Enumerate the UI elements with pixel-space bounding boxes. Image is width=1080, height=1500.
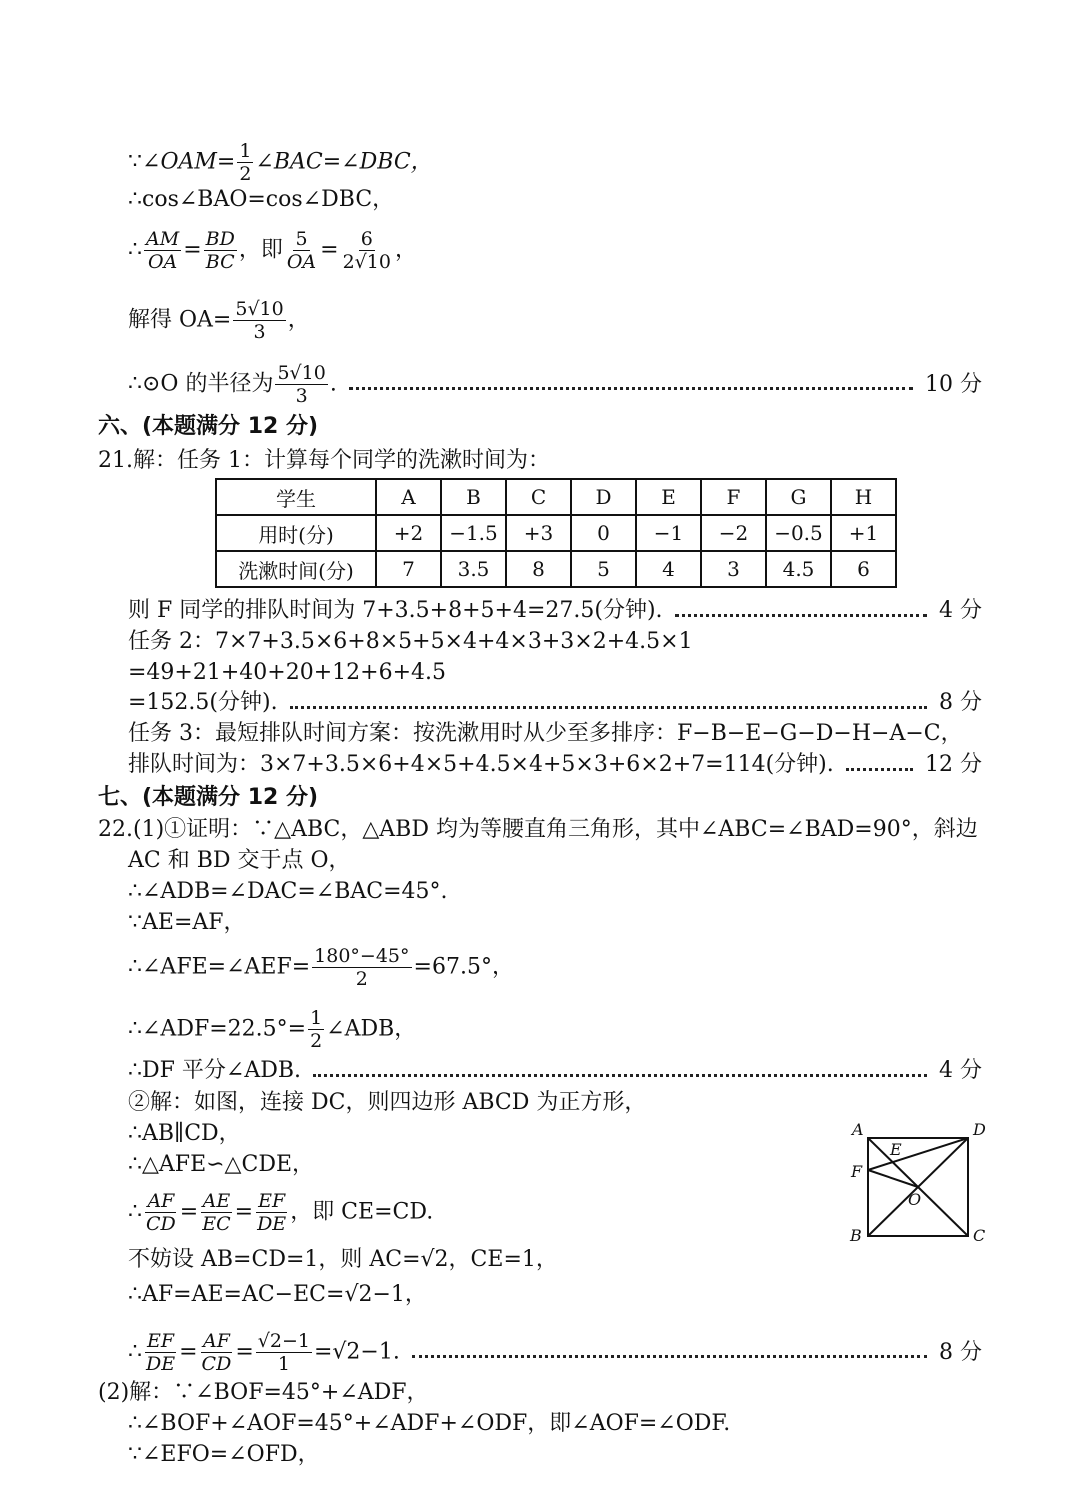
label-c: C bbox=[973, 1226, 986, 1245]
numerator: EF bbox=[147, 1330, 175, 1352]
text: ∵∠ bbox=[128, 149, 161, 175]
score-label: 8 分 bbox=[939, 690, 982, 715]
table-cell: D bbox=[571, 479, 636, 515]
text: ∴ bbox=[128, 237, 142, 263]
fraction bbox=[204, 228, 237, 273]
text: OAM bbox=[160, 149, 217, 175]
text: ∴ $\frac{EF}{DE}$ = $\frac{AF}{CD}$ = $\frac{√2-1}{1}$ =√2−1. bbox=[128, 1330, 400, 1375]
numerator: AF bbox=[202, 1330, 230, 1352]
table-cell: +3 bbox=[506, 515, 571, 551]
section-6-heading: 六、(本题满分 12 分) bbox=[98, 414, 319, 439]
numerator: 5√10 bbox=[235, 298, 284, 320]
label-o: O bbox=[908, 1190, 922, 1209]
fraction bbox=[255, 1190, 288, 1235]
q22-line-6 bbox=[128, 1007, 982, 1052]
q22-line-17: ∵∠EFO=∠OFD， bbox=[128, 1442, 320, 1467]
leader-dots bbox=[675, 614, 927, 617]
denominator: OA bbox=[286, 251, 317, 273]
text bbox=[128, 362, 337, 407]
numerator: 1 bbox=[310, 1007, 323, 1029]
fraction bbox=[308, 1007, 324, 1052]
leader-dots bbox=[313, 1074, 927, 1077]
denominator: 3 bbox=[295, 385, 308, 407]
q22-line-1: 22.(1)①证明：∵△ABC，△ABD 均为等腰直角三角形，其中∠ABC=∠BAD=90°，斜边 bbox=[98, 817, 978, 842]
text: = bbox=[216, 149, 236, 175]
text: ∴DF 平分∠ADB. bbox=[128, 1058, 302, 1083]
denominator: DE bbox=[146, 1353, 176, 1375]
denominator: 1 bbox=[277, 1353, 290, 1375]
table-cell: A bbox=[376, 479, 441, 515]
q22-line-4: ∵AE=AF， bbox=[128, 910, 246, 935]
q22-line-9: ∴AB∥CD， bbox=[128, 1121, 241, 1146]
table-row bbox=[216, 515, 896, 551]
denominator: 2 bbox=[239, 163, 252, 185]
q22-line-14 bbox=[128, 1330, 982, 1375]
figure-svg bbox=[846, 1118, 991, 1253]
fraction bbox=[144, 1330, 177, 1375]
text: . bbox=[329, 371, 337, 397]
text: ∴⊙O 的半径为 bbox=[128, 371, 274, 397]
denominator: 2√10 bbox=[342, 251, 391, 273]
q22-line-10: ∴△AFE∽△CDE， bbox=[128, 1152, 315, 1177]
label-e: E bbox=[890, 1140, 902, 1159]
q21-line-2: 任务 2：7×7+3.5×6+8×5+5×4+4×3+3×2+4.5×1 bbox=[128, 629, 693, 654]
q21-line-5: 任务 3：最短排队时间方案：按洗漱用时从少至多排序：F−B−E−G−D−H−A−C， bbox=[128, 721, 963, 746]
section-7-heading: 七、(本题满分 12 分) bbox=[98, 785, 319, 810]
score-label: 10 分 bbox=[925, 371, 982, 397]
q22-line-3: ∴∠ADB=∠DAC=∠BAC=45°. bbox=[128, 879, 448, 904]
table-cell: C bbox=[506, 479, 571, 515]
text: ∴∠ADF=22.5°= bbox=[128, 1016, 307, 1042]
leader-dots bbox=[290, 706, 927, 709]
numerator: 6 bbox=[360, 228, 373, 250]
table-cell: −0.5 bbox=[766, 515, 831, 551]
label-b: B bbox=[850, 1226, 862, 1245]
leader-dots bbox=[349, 387, 913, 390]
leader-dots bbox=[846, 768, 913, 771]
leader-dots bbox=[412, 1355, 927, 1358]
fraction bbox=[200, 1190, 232, 1235]
score-label: 8 分 bbox=[939, 1339, 982, 1365]
text: 排队时间为：3×7+3.5×6+4×5+4.5×4+5×3+6×2+7=114(分钟). bbox=[128, 752, 834, 777]
denominator: EC bbox=[202, 1213, 231, 1235]
fraction bbox=[285, 228, 318, 273]
table-cell: −1.5 bbox=[441, 515, 506, 551]
table-cell: 3.5 bbox=[441, 551, 506, 587]
denominator: 2 bbox=[355, 968, 368, 990]
row-header-cell: 洗漱时间(分) bbox=[216, 551, 376, 587]
text: ∴ bbox=[128, 1339, 142, 1365]
table-cell: −2 bbox=[701, 515, 766, 551]
text: ， bbox=[287, 307, 310, 333]
table-cell: 4.5 bbox=[766, 551, 831, 587]
fraction bbox=[312, 945, 411, 990]
table-cell: −1 bbox=[636, 515, 701, 551]
table-row bbox=[216, 479, 896, 515]
numerator: 1 bbox=[239, 140, 252, 162]
denominator: OA bbox=[147, 251, 178, 273]
q20-line-3 bbox=[128, 228, 982, 273]
row-header-cell: 用时(分) bbox=[216, 515, 376, 551]
q20-line-4 bbox=[128, 298, 982, 343]
table-row bbox=[216, 551, 896, 587]
table-cell: +2 bbox=[376, 515, 441, 551]
text: ∠ADB， bbox=[326, 1016, 417, 1042]
denominator: DE bbox=[257, 1213, 287, 1235]
fraction bbox=[144, 228, 181, 273]
label-f: F bbox=[851, 1162, 863, 1181]
q22-line-12: 不妨设 AB=CD=1，则 AC=√2，CE=1， bbox=[128, 1247, 558, 1272]
table-cell: 4 bbox=[636, 551, 701, 587]
table-cell: 5 bbox=[571, 551, 636, 587]
table-cell: 7 bbox=[376, 551, 441, 587]
fraction bbox=[256, 1330, 312, 1375]
q20-line-5 bbox=[128, 362, 982, 407]
fraction bbox=[200, 1330, 234, 1375]
numerator: BD bbox=[205, 228, 235, 250]
numerator: 5√10 bbox=[277, 362, 326, 384]
numerator: 5 bbox=[295, 228, 308, 250]
score-label: 4 分 bbox=[939, 598, 982, 623]
q21-line-4 bbox=[128, 688, 982, 718]
table-cell: 0 bbox=[571, 515, 636, 551]
denominator: CD bbox=[146, 1213, 176, 1235]
q22-line-16: ∴∠BOF+∠AOF=45°+∠ADF+∠ODF，即∠AOF=∠ODF. bbox=[128, 1411, 731, 1436]
row-header-cell: 学生 bbox=[216, 479, 376, 515]
label-a: A bbox=[852, 1120, 864, 1139]
text: = bbox=[320, 237, 339, 263]
fraction bbox=[233, 298, 285, 343]
table-cell: +1 bbox=[831, 515, 896, 551]
wash-time-table bbox=[215, 478, 897, 588]
table-cell: H bbox=[831, 479, 896, 515]
table-cell: 3 bbox=[701, 551, 766, 587]
text: 则 F 同学的排队时间为 7+3.5+8+5+4=27.5(分钟). bbox=[128, 598, 663, 623]
table-cell: F bbox=[701, 479, 766, 515]
denominator: 2 bbox=[310, 1030, 323, 1052]
score-label: 4 分 bbox=[939, 1058, 982, 1083]
denominator: CD bbox=[201, 1353, 232, 1375]
text: ∴∠AFE=∠AEF= bbox=[128, 954, 311, 980]
text: ， bbox=[394, 237, 417, 263]
numerator: 180°−45° bbox=[314, 945, 410, 967]
text: ∴ bbox=[128, 1199, 142, 1225]
q21-line-6 bbox=[128, 750, 982, 780]
table-cell: E bbox=[636, 479, 701, 515]
q20-line-1 bbox=[128, 140, 982, 185]
text: ∠BAC=∠DBC， bbox=[255, 149, 433, 175]
q22-line-15: (2)解：∵∠BOF=45°+∠ADF， bbox=[98, 1380, 429, 1405]
q22-line-5 bbox=[128, 945, 982, 990]
q21-intro: 21.解：任务 1：计算每个同学的洗漱时间为： bbox=[98, 448, 550, 473]
fraction bbox=[341, 228, 393, 273]
table-cell: 8 bbox=[506, 551, 571, 587]
table-cell: G bbox=[766, 479, 831, 515]
fraction bbox=[144, 1190, 178, 1235]
denominator: 3 bbox=[253, 321, 266, 343]
numerator: AM bbox=[146, 228, 180, 250]
numerator: AF bbox=[147, 1190, 175, 1212]
fraction bbox=[275, 362, 327, 407]
q21-line-1 bbox=[128, 596, 982, 626]
score-label: 12 分 bbox=[925, 752, 982, 777]
table-cell: B bbox=[441, 479, 506, 515]
text: ，即 CE=CD. bbox=[290, 1199, 434, 1225]
label-d: D bbox=[973, 1120, 986, 1139]
text: =√2−1. bbox=[313, 1339, 400, 1365]
denominator: BC bbox=[205, 251, 235, 273]
numerator: √2−1 bbox=[257, 1330, 310, 1352]
numerator: AE bbox=[202, 1190, 231, 1212]
numerator: EF bbox=[258, 1190, 286, 1212]
q22-line-13: ∴AF=AE=AC−EC=√2−1， bbox=[128, 1282, 427, 1307]
q20-line-2: ∴cos∠BAO=cos∠DBC， bbox=[128, 187, 395, 212]
table-cell: 6 bbox=[831, 551, 896, 587]
text: 解得 OA= bbox=[128, 307, 232, 333]
q21-line-3: =49+21+40+20+12+6+4.5 bbox=[128, 660, 446, 685]
q22-line-2: AC 和 BD 交于点 O， bbox=[128, 848, 351, 873]
q22-line-8: ②解：如图，连接 DC，则四边形 ABCD 为正方形， bbox=[128, 1090, 647, 1115]
text: =67.5°， bbox=[413, 954, 514, 980]
q22-line-11: ∴ $\frac{AF}{CD}$ = $\frac{AE}{EC}$ = $\frac{EF}{DE}$ ，即 CE=CD. bbox=[128, 1190, 434, 1235]
fraction bbox=[237, 140, 253, 185]
text: =152.5(分钟). bbox=[128, 690, 278, 715]
text: = bbox=[183, 237, 202, 263]
text: ，即 bbox=[238, 237, 283, 263]
q22-line-7 bbox=[128, 1056, 982, 1086]
square-geometry-figure bbox=[846, 1118, 991, 1253]
